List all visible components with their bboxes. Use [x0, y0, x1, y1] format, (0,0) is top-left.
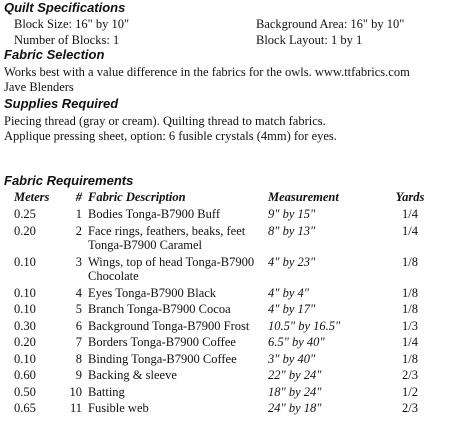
- row-measurement: 3" by 40": [268, 351, 316, 366]
- row-yards: 2/3: [402, 401, 418, 415]
- measurement-column-header: Measurement: [268, 190, 339, 204]
- row-yards: 2/3: [402, 368, 418, 382]
- row-measurement: 22" by 24": [268, 368, 322, 382]
- supplies-text-2: Applique pressing sheet, option: 6 fusible crystals (4mm) for eyes.: [4, 129, 337, 143]
- row-description: Tonga-B7900 Caramel: [88, 238, 203, 252]
- row-number: 10: [69, 384, 82, 399]
- quilt-specifications-heading: Quilt Specifications: [4, 0, 126, 15]
- row-number: 7: [75, 335, 82, 349]
- fabric-selection-text: Works best with a value difference in the fabrics for the owls. www.ttfabrics.com: [4, 65, 410, 79]
- row-description: Chocolate: [88, 269, 139, 283]
- background-area: Background Area: 16" by 10": [256, 17, 405, 31]
- row-meters: 0.10: [14, 254, 36, 269]
- row-measurement: 4" by 4": [268, 285, 310, 300]
- row-yards: 1/4: [402, 335, 418, 349]
- meters-column-header: Meters: [14, 190, 50, 204]
- row-yards: 1/8: [402, 351, 418, 366]
- supplies-text: Piecing thread (gray or cream). Quilting thread to match fabrics.: [4, 114, 326, 128]
- row-meters: 0.65: [14, 401, 36, 415]
- row-meters: 0.10: [14, 351, 36, 366]
- row-yards: 1/4: [402, 207, 418, 221]
- row-measurement: 8" by 13": [268, 223, 316, 238]
- fabric-selection-heading: Fabric Selection: [4, 47, 105, 62]
- row-description: Backing & sleeve: [88, 368, 177, 382]
- row-number: 9: [75, 368, 82, 382]
- row-measurement: 18" by 24": [268, 384, 322, 399]
- row-yards: 1/2: [402, 384, 418, 399]
- row-meters: 0.10: [14, 285, 36, 300]
- row-measurement: 9" by 15": [268, 207, 316, 221]
- row-meters: 0.10: [14, 302, 36, 316]
- row-measurement: 10.5" by 16.5": [268, 318, 341, 333]
- row-yards: 1/8: [402, 254, 418, 269]
- row-description: Face rings, feathers, beaks, feet: [88, 223, 246, 238]
- row-description: Wings, top of head Tonga-B7900: [88, 254, 255, 269]
- row-meters: 0.30: [14, 318, 36, 333]
- row-measurement: 6.5" by 40": [268, 335, 325, 349]
- row-description: Borders Tonga-B7900 Coffee: [88, 335, 236, 349]
- row-yards: 1/8: [402, 302, 418, 316]
- number-column-header: #: [75, 190, 82, 204]
- row-number: 4: [75, 285, 82, 300]
- row-measurement: 24" by 18": [268, 401, 322, 415]
- row-number: 6: [75, 318, 82, 333]
- description-column-header: Fabric Description: [88, 190, 186, 204]
- row-number: 3: [75, 254, 82, 269]
- row-measurement: 4" by 23": [268, 254, 316, 269]
- row-number: 1: [75, 207, 82, 221]
- row-meters: 0.60: [14, 368, 36, 382]
- row-description: Background Tonga-B7900 Frost: [88, 318, 250, 333]
- fabric-selection-text-2: Jave Blenders: [4, 80, 74, 94]
- row-description: Batting: [88, 384, 125, 399]
- row-meters: 0.20: [14, 335, 36, 349]
- row-number: 2: [75, 223, 82, 238]
- row-description: Branch Tonga-B7900 Cocoa: [88, 302, 231, 316]
- number-of-blocks: Number of Blocks: 1: [14, 33, 120, 47]
- block-layout: Block Layout: 1 by 1: [256, 33, 363, 47]
- row-measurement: 4" by 17": [268, 302, 316, 316]
- row-yards: 1/4: [402, 223, 418, 238]
- row-description: Eyes Tonga-B7900 Black: [88, 285, 217, 300]
- supplies-required-heading: Supplies Required: [4, 96, 119, 111]
- row-description: Fusible web: [88, 401, 149, 415]
- fabric-requirements-heading: Fabric Requirements: [4, 173, 134, 188]
- row-meters: 0.50: [14, 384, 36, 399]
- row-meters: 0.25: [14, 207, 36, 221]
- row-number: 11: [69, 401, 82, 415]
- row-meters: 0.20: [14, 223, 36, 238]
- block-size: Block Size: 16" by 10": [14, 17, 130, 31]
- yards-column-header: Yards: [395, 190, 425, 204]
- row-yards: 1/3: [402, 318, 418, 333]
- row-number: 5: [75, 302, 82, 316]
- row-yards: 1/8: [402, 285, 418, 300]
- row-description: Bodies Tonga-B7900 Buff: [88, 207, 220, 221]
- row-description: Binding Tonga-B7900 Coffee: [88, 351, 237, 366]
- row-number: 8: [75, 351, 82, 366]
